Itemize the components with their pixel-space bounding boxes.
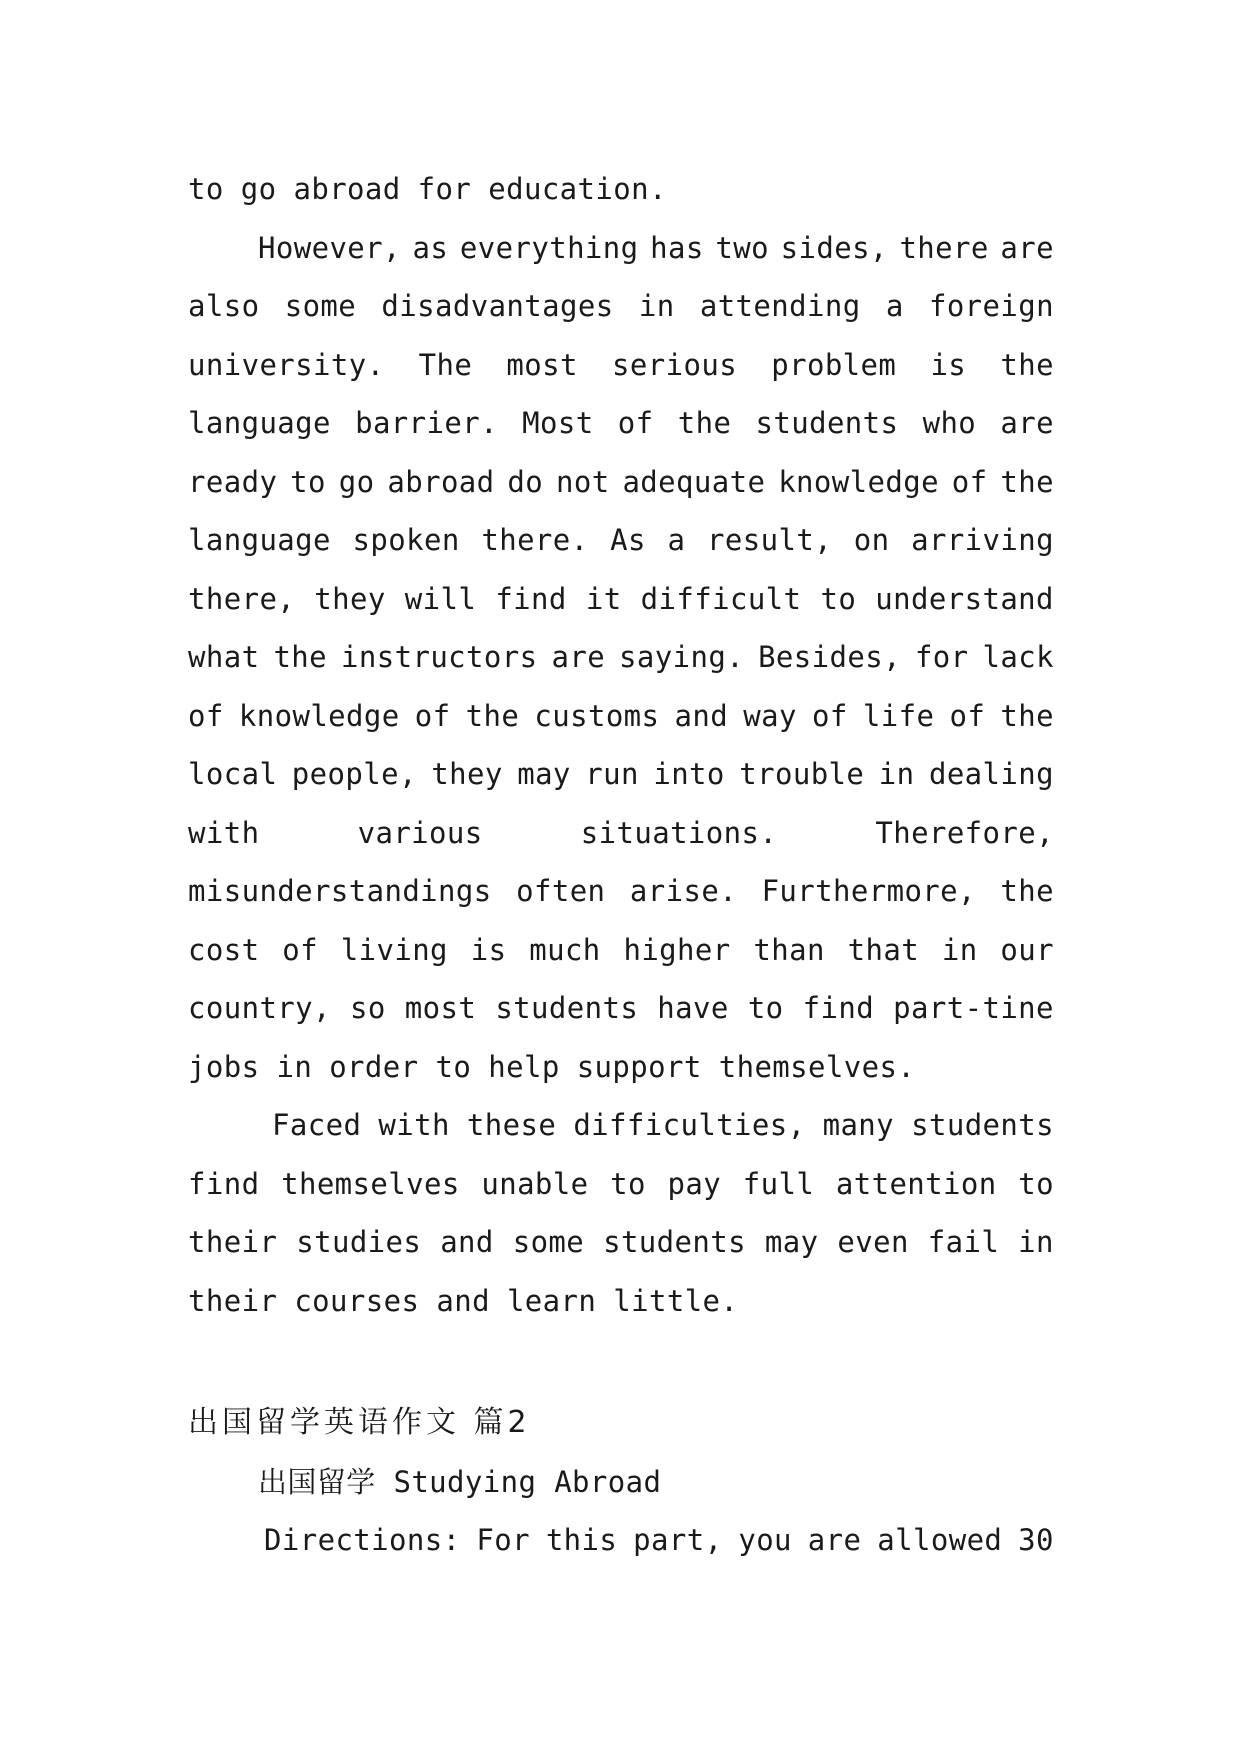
word: also: [188, 289, 260, 323]
word: knowledge: [238, 698, 400, 733]
word: As: [610, 523, 646, 557]
paragraph-3-line-2: [188, 1155, 1054, 1214]
word: attending: [699, 289, 861, 323]
word: difficulties,: [573, 1108, 806, 1142]
word: disadvantages: [381, 289, 614, 323]
word: Furthermore,: [761, 874, 976, 908]
word: our: [1000, 932, 1054, 967]
paragraph-2-line-3: [188, 336, 1054, 395]
word: students: [755, 406, 899, 440]
word: often: [516, 874, 606, 908]
word: in: [941, 932, 978, 967]
word: Directions:: [264, 1523, 461, 1557]
word: you: [738, 1523, 792, 1557]
word: courses: [294, 1283, 420, 1318]
directions-line: [188, 1511, 1054, 1570]
paragraph-2-line-8: [188, 628, 1054, 687]
word: of: [812, 698, 848, 733]
word: some: [284, 289, 357, 323]
paragraph-2-line-12: [188, 862, 1054, 921]
word: of: [949, 698, 986, 733]
word: abroad: [387, 464, 495, 499]
word: in: [276, 1049, 313, 1084]
word: may: [764, 1225, 819, 1259]
word: themselves: [281, 1166, 460, 1201]
paragraph-3-line-4: [188, 1272, 1054, 1331]
word: part-tine: [893, 991, 1054, 1025]
word: these: [466, 1108, 557, 1142]
word: jobs: [188, 1049, 260, 1084]
word: order: [329, 1049, 419, 1084]
word: many: [822, 1108, 895, 1142]
paragraph-2-line-4: [188, 394, 1054, 453]
word: learn: [506, 1283, 597, 1318]
word: go: [240, 172, 277, 206]
word: pay: [667, 1166, 722, 1201]
word: university.: [188, 347, 385, 382]
word: understand: [875, 581, 1054, 616]
word: country,: [188, 991, 331, 1025]
word: studies: [296, 1225, 422, 1259]
word: have: [657, 991, 729, 1025]
word: to: [290, 464, 326, 499]
section-subtitle: 出国留学 Studying Abroad: [258, 1464, 662, 1499]
word: students: [495, 991, 639, 1025]
word: For: [476, 1523, 530, 1557]
word: it: [585, 581, 622, 616]
word: they: [431, 757, 503, 791]
word: as: [412, 230, 449, 265]
word: language: [188, 523, 331, 557]
word: so: [349, 991, 386, 1025]
word: who: [922, 406, 977, 440]
word: in: [638, 289, 675, 323]
word: barrier.: [355, 406, 498, 440]
word: the: [1000, 347, 1054, 382]
word: there: [899, 230, 989, 265]
word: misunderstandings: [188, 874, 492, 908]
paragraph-3-line-1: [188, 1096, 1054, 1155]
word: instructors: [341, 640, 538, 674]
word: foreign: [928, 289, 1054, 323]
section-spacer: [188, 1330, 1054, 1394]
word: Besides,: [758, 640, 901, 674]
word: that: [847, 932, 920, 967]
word: various: [357, 815, 483, 850]
section-heading: 出国留学英语作文 篇2: [188, 1405, 531, 1440]
word: 30: [1018, 1523, 1054, 1557]
word: higher: [623, 932, 731, 967]
word: their: [188, 1225, 278, 1259]
paragraph-2-line-14: [188, 979, 1054, 1038]
paragraph-2-line-6: [188, 511, 1054, 570]
word: local: [188, 757, 278, 791]
word: and: [674, 698, 729, 733]
word: cost: [188, 932, 260, 967]
word: of: [414, 698, 451, 733]
word: is: [470, 932, 507, 967]
word: the: [1000, 698, 1054, 733]
word: may: [517, 757, 571, 791]
word: find: [188, 1166, 260, 1201]
word: lack: [982, 640, 1054, 674]
paragraph-2-line-2: [188, 277, 1054, 336]
document-body: [188, 160, 1054, 1570]
word: go: [338, 464, 375, 499]
word: adequate: [622, 464, 766, 499]
word: to: [747, 991, 784, 1025]
word: for: [417, 172, 472, 206]
word: most: [404, 991, 477, 1025]
word: little.: [613, 1283, 739, 1318]
word: this: [545, 1523, 618, 1557]
word: attention: [835, 1166, 997, 1201]
word: even: [837, 1225, 909, 1259]
word: there,: [188, 581, 296, 616]
word: language: [188, 406, 331, 440]
word: people,: [291, 757, 417, 791]
paragraph-2-line-5: [188, 453, 1054, 512]
paragraph-2-line-11: [188, 804, 1054, 863]
word: two: [715, 230, 769, 265]
word: of: [951, 464, 988, 499]
word: there.: [481, 523, 589, 557]
word: the: [273, 640, 328, 674]
word: unable: [481, 1166, 589, 1201]
word: education.: [488, 172, 667, 206]
word: allowed: [877, 1523, 1003, 1557]
word: run: [585, 757, 639, 791]
word: has: [650, 230, 704, 265]
word: on: [853, 523, 890, 557]
word: support: [576, 1049, 702, 1084]
word: of: [282, 932, 318, 967]
word: result,: [707, 523, 833, 557]
word: situations.: [580, 815, 778, 850]
word: their: [188, 1283, 278, 1318]
word: the: [677, 406, 732, 440]
word: most: [506, 347, 578, 382]
word: Faced: [272, 1108, 362, 1142]
word: and: [440, 1225, 494, 1259]
word: are: [1000, 406, 1054, 440]
word: for: [914, 640, 969, 674]
word: they: [314, 581, 386, 616]
word: help: [488, 1049, 560, 1084]
paragraph-2-line-13: [188, 921, 1054, 980]
word: difficult: [640, 581, 802, 616]
word: students: [911, 1108, 1054, 1142]
word: trouble: [739, 757, 865, 791]
word: arriving: [911, 523, 1054, 557]
paragraph-2-line-9: [188, 687, 1054, 746]
word: arise.: [629, 874, 738, 908]
paragraph-2-line-1: [188, 219, 1054, 278]
word: much: [529, 932, 601, 967]
word: what: [188, 640, 260, 674]
paragraph-2-line-15: [188, 1038, 1054, 1097]
word: the: [1000, 464, 1054, 499]
word: living: [340, 932, 448, 967]
word: saying.: [619, 640, 745, 674]
word: find: [802, 991, 875, 1025]
word: a: [667, 523, 686, 557]
word: themselves.: [718, 1049, 916, 1084]
word: customs: [534, 698, 660, 733]
word: the: [465, 698, 520, 733]
word: is: [930, 347, 967, 382]
word: do: [507, 464, 544, 499]
paragraph-2-line-7: [188, 570, 1054, 629]
word: in: [878, 757, 915, 791]
word: sides,: [780, 230, 888, 265]
word: to: [188, 172, 224, 206]
word: find: [495, 581, 567, 616]
word: with: [188, 815, 260, 850]
word: Most: [522, 406, 594, 440]
word: Therefore,: [875, 815, 1054, 850]
word: to: [1018, 1166, 1054, 1201]
word: knowledge: [778, 464, 939, 499]
word: abroad: [293, 172, 401, 206]
word: not: [555, 464, 610, 499]
word: the: [1000, 874, 1054, 908]
word: full: [742, 1166, 815, 1201]
word: fail: [927, 1225, 1000, 1259]
word: way: [743, 698, 797, 733]
word: in: [1018, 1225, 1054, 1259]
word: spoken: [352, 523, 460, 557]
word: students: [603, 1225, 746, 1259]
word: are: [1000, 230, 1054, 265]
word: However,: [258, 230, 401, 265]
word: problem: [771, 347, 897, 382]
word: to: [820, 581, 857, 616]
word: will: [404, 581, 477, 616]
word: dealing: [928, 757, 1054, 791]
word: to: [610, 1166, 646, 1201]
word: everything: [459, 230, 639, 265]
word: and: [436, 1283, 490, 1318]
paragraph-2-line-10: [188, 745, 1054, 804]
word: The: [418, 347, 473, 382]
word: of: [617, 406, 654, 440]
word: some: [512, 1225, 585, 1259]
word: part,: [633, 1523, 723, 1557]
word: to: [435, 1049, 472, 1084]
paragraph-3-line-3: [188, 1213, 1054, 1272]
word: a: [885, 289, 904, 323]
word: of: [188, 698, 224, 733]
word: ready: [188, 464, 278, 499]
word: serious: [612, 347, 738, 382]
word: with: [378, 1108, 450, 1142]
word: are: [551, 640, 606, 674]
word: are: [807, 1523, 862, 1557]
word: than: [753, 932, 825, 967]
word: into: [653, 757, 725, 791]
word: life: [862, 698, 935, 733]
paragraph-1-line-1: [188, 160, 1054, 219]
